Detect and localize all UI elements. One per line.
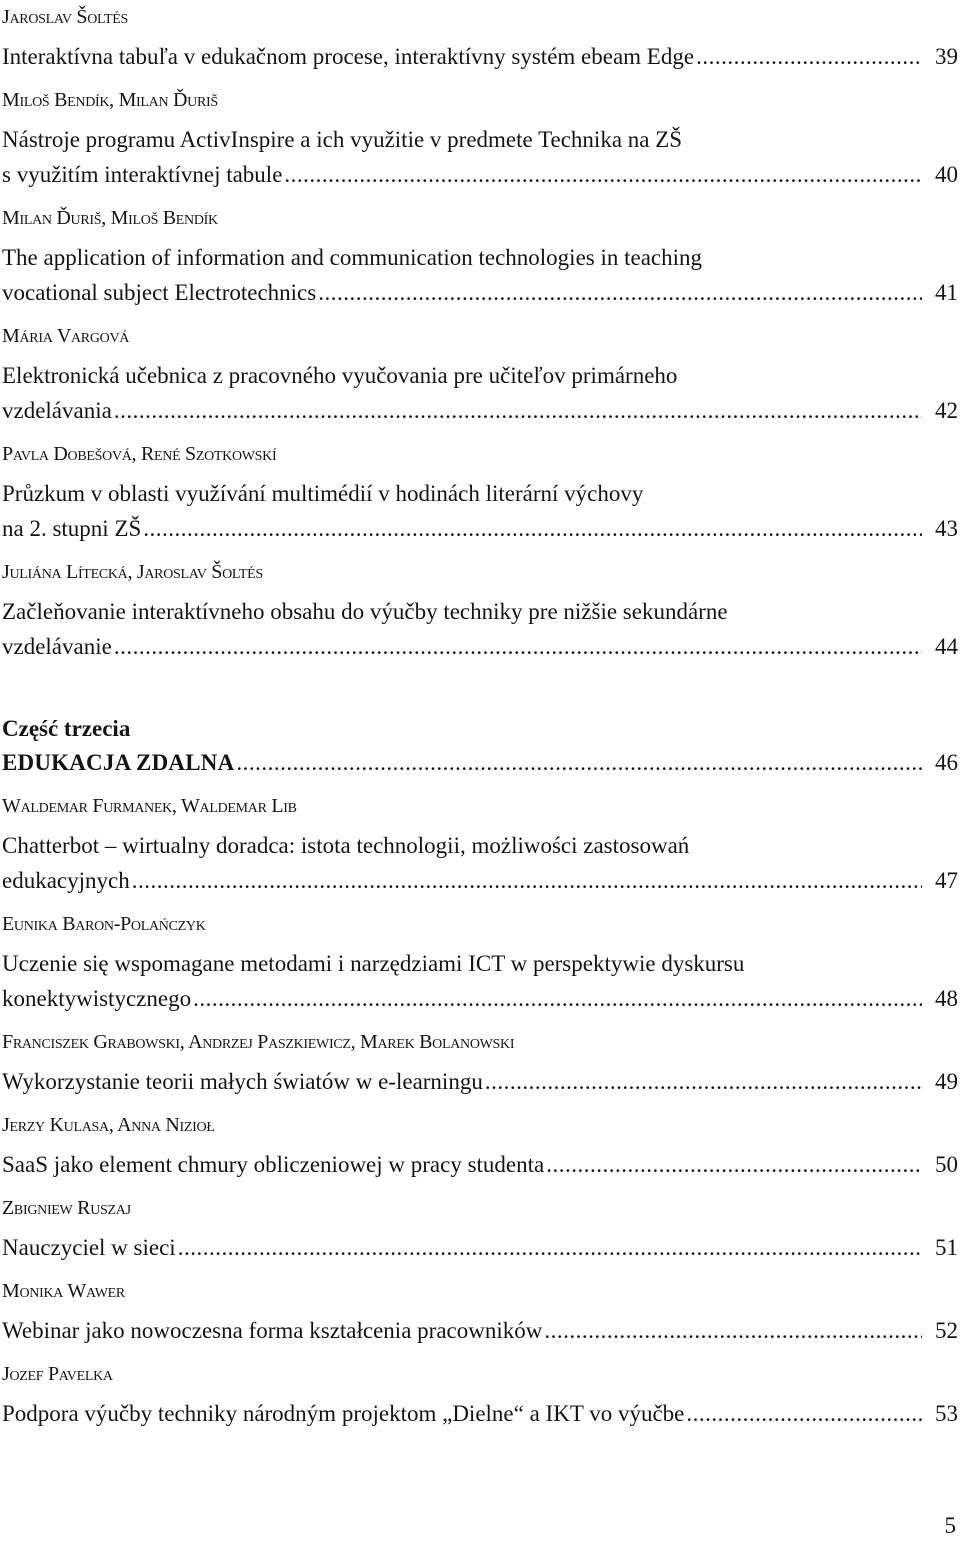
toc-entry: [2, 89, 958, 192]
dot-leader: [193, 981, 922, 1016]
entry-title-line: Elektronická učebnica z pracovného vyučovania pre učiteľov primárneho: [2, 363, 678, 388]
entry-title-line: edukacyjnych: [2, 868, 130, 893]
entry-authors: Milan Ďuriš, Miloš Bendík: [2, 207, 218, 229]
page-ref: 46: [935, 750, 958, 775]
toc-section-heading: [2, 712, 958, 780]
dot-leader: [132, 863, 922, 898]
dot-leader: [546, 1147, 922, 1182]
page-ref: 50: [935, 1152, 958, 1177]
entry-title-line: Podpora výučby techniky národným projektom „Dielne“ a IKT vo výučbe: [2, 1401, 685, 1426]
table-of-contents: [2, 6, 958, 1431]
dot-leader: [544, 1313, 922, 1348]
entry-title-line: SaaS jako element chmury obliczeniowej w pracy studenta: [2, 1152, 545, 1177]
dot-leader: [696, 39, 922, 74]
entry-title-line: vzdelávania: [2, 398, 112, 423]
toc-line: [2, 511, 958, 546]
toc-entry: [2, 913, 958, 1016]
entry-authors: Miloš Bendík, Milan Ďuriš: [2, 89, 218, 111]
entry-title-line: Uczenie się wspomagane metodami i narzędziami ICT w perspektywie dyskursu: [2, 951, 745, 976]
entry-authors: Mária Vargová: [2, 325, 130, 347]
page-ref: 40: [935, 162, 958, 187]
toc-entry: [2, 1114, 958, 1182]
dot-leader: [143, 511, 922, 546]
entry-spacer: [2, 310, 958, 325]
toc-entry: [2, 1031, 958, 1099]
entry-authors: Franciszek Grabowski, Andrzej Paszkiewicz, Marek Bolanowski: [2, 1031, 515, 1053]
toc-group-part-two: [2, 6, 958, 664]
dot-leader: [178, 1230, 922, 1265]
toc-entry: [2, 207, 958, 310]
toc-line: [2, 863, 958, 898]
entry-authors: Jaroslav Šoltés: [2, 6, 128, 28]
dot-leader: [485, 1064, 922, 1099]
entry-authors: Jerzy Kulasa, Anna Nizioł: [2, 1114, 215, 1136]
entry-spacer: [2, 546, 958, 561]
entry-title-line: vocational subject Electrotechnics: [2, 280, 317, 305]
entry-title-line: vzdelávanie: [2, 634, 112, 659]
entry-authors: Juliána Lítecká, Jaroslav Šoltés: [2, 561, 263, 583]
toc-line: [2, 1064, 958, 1099]
toc-entry: [2, 325, 958, 428]
page-ref: 47: [935, 868, 958, 893]
toc-line: [2, 275, 958, 310]
entry-title-line: Průzkum v oblasti využívání multimédií v hodinách literární výchovy: [2, 481, 644, 506]
entry-title-line: Webinar jako nowoczesna forma kształcenia pracowników: [2, 1318, 543, 1343]
entry-title-line: s využitím interaktívnej tabule: [2, 162, 283, 187]
entry-spacer: [2, 74, 958, 89]
toc-entry: [2, 6, 958, 74]
toc-line: [2, 393, 958, 428]
page-ref: 41: [935, 280, 958, 305]
section-spacer: [2, 664, 958, 712]
toc-line: [2, 629, 958, 664]
toc-line: [2, 1313, 958, 1348]
dot-leader: [114, 629, 922, 664]
entry-title-line: konektywistycznego: [2, 986, 192, 1011]
entry-authors: Jozef Pavelka: [2, 1363, 113, 1385]
entry-title-line: Chatterbot – wirtualny doradca: istota technologii, możliwości zastosowań: [2, 833, 690, 858]
dot-leader: [686, 1396, 922, 1431]
dot-leader: [284, 157, 922, 192]
toc-line: [2, 39, 958, 74]
toc-line: [2, 1396, 958, 1431]
page-ref: 49: [935, 1069, 958, 1094]
toc-entry: [2, 561, 958, 664]
toc-entry: [2, 1363, 958, 1431]
toc-entry: [2, 1280, 958, 1348]
page-ref: 52: [935, 1318, 958, 1343]
toc-entry: [2, 443, 958, 546]
toc-line: [2, 157, 958, 192]
dot-leader: [236, 745, 922, 780]
entry-authors: Pavla Dobešová, René Szotkowskí: [2, 443, 277, 465]
toc-line: [2, 1230, 958, 1265]
page-ref: 44: [935, 634, 958, 659]
section-title: EDUKACJA ZDALNA: [2, 750, 235, 775]
dot-leader: [318, 275, 922, 310]
page-number: 5: [944, 1513, 956, 1538]
page-ref: 53: [935, 1401, 958, 1426]
entry-spacer: [2, 780, 958, 795]
entry-spacer: [2, 1016, 958, 1031]
entry-title-line: Wykorzystanie teorii małych światów w e-learningu: [2, 1069, 483, 1094]
entry-title-line: Interaktívna tabuľa v edukačnom procese, interaktívny systém ebeam Edge: [2, 44, 695, 69]
entry-spacer: [2, 1099, 958, 1114]
dot-leader: [114, 393, 922, 428]
entry-title-line: na 2. stupni ZŠ: [2, 516, 142, 541]
page-ref: 48: [935, 986, 958, 1011]
entry-spacer: [2, 1182, 958, 1197]
page-ref: 42: [935, 398, 958, 423]
entry-spacer: [2, 192, 958, 207]
page-ref: 39: [935, 44, 958, 69]
toc-line: [2, 1147, 958, 1182]
entry-spacer: [2, 1265, 958, 1280]
toc-entry: [2, 795, 958, 898]
page-ref: 51: [935, 1235, 958, 1260]
entry-authors: Eunika Baron-Polańczyk: [2, 913, 206, 935]
section-label: Część trzecia: [2, 716, 131, 741]
entry-spacer: [2, 1348, 958, 1363]
entry-authors: Zbigniew Ruszaj: [2, 1197, 131, 1219]
entry-spacer: [2, 898, 958, 913]
page-ref: 43: [935, 516, 958, 541]
toc-entry: [2, 1197, 958, 1265]
entry-authors: Monika Wawer: [2, 1280, 125, 1302]
toc-group-part-three: [2, 795, 958, 1431]
entry-title-line: Nauczyciel w sieci: [2, 1235, 176, 1260]
entry-spacer: [2, 428, 958, 443]
toc-line: [2, 745, 958, 780]
entry-title-line: The application of information and communication technologies in teaching: [2, 245, 703, 270]
entry-title-line: Nástroje programu ActivInspire a ich využitie v predmete Technika na ZŠ: [2, 127, 683, 152]
toc-line: [2, 981, 958, 1016]
entry-authors: Waldemar Furmanek, Waldemar Lib: [2, 795, 297, 817]
entry-title-line: Začleňovanie interaktívneho obsahu do výučby techniky pre nižšie sekundárne: [2, 599, 728, 624]
